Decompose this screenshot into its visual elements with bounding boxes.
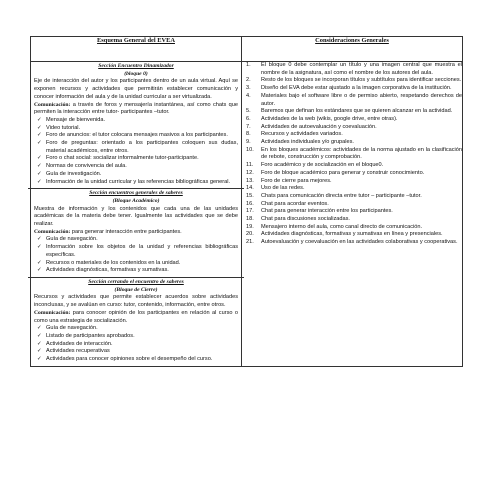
check-icon: ✓ [37, 155, 42, 162]
check-icon: ✓ [37, 236, 42, 243]
checklist-item [34, 171, 238, 179]
checklist-item-text: Foro de preguntas: orientado a los participantes coloquen sus dudas, material académicos, entre otros. [46, 140, 238, 154]
section-block [31, 189, 241, 277]
consideration-text: Mensajero interno del aula, como canal directo de comunicación. [261, 223, 423, 230]
consideration-item [242, 216, 462, 224]
consideration-text: Actividades de autoevaluación y coevaluación. [261, 123, 377, 130]
section-title: Sección Encuentro Dinamizador [98, 63, 174, 69]
check-icon: ✓ [37, 340, 42, 347]
consideration-number: 21. [246, 239, 254, 246]
consideration-text: Resto de los bloques se incorporan títulos y subtítulos para identificar secciones. [261, 77, 462, 84]
communication-label: Comunicación: [34, 228, 71, 235]
checklist-item [34, 179, 238, 187]
consideration-text: Actividades diagnósticas, formativas y sumativas en línea y presenciales. [261, 231, 443, 238]
section-block [31, 62, 241, 188]
consideration-item [242, 201, 462, 209]
consideration-item [242, 108, 462, 116]
left-column-header: Esquema General del EVEA [31, 37, 242, 62]
checklist-item [34, 260, 238, 268]
considerations-list [242, 62, 462, 247]
consideration-text: Chat para acordar eventos. [261, 200, 329, 207]
consideration-text: Recursos y actividades variados. [261, 131, 343, 138]
section-intro: Muestra de información y los contenidos que cada una de las unidades académicas de la materia debe tener. Igualmente las actividades que se debe realizar. [34, 205, 238, 228]
check-icon: ✓ [37, 132, 42, 139]
checklist-item-text: Información sobre los objetos de la unidad y referencias bibliográficas específicas. [46, 244, 238, 258]
communication-label: Comunicación: [34, 101, 71, 108]
checklist-item-text: Actividades de interacción. [46, 340, 113, 347]
checklist-item-text: Guía de investigación. [46, 170, 102, 177]
checklist-item-text: Guía de navegación. [46, 236, 98, 243]
consideration-number: 8. [246, 131, 251, 138]
check-icon: ✓ [37, 170, 42, 177]
section-title: Sección cerrando el encuentro de saberes [88, 278, 184, 285]
check-icon: ✓ [37, 332, 42, 339]
consideration-text: Chats para comunicación directa entre tutor – participante –tutor. [261, 192, 422, 199]
section-communication [34, 229, 238, 237]
consideration-item [242, 131, 462, 139]
section-block [31, 278, 241, 366]
section-subtitle: (Bloque de Cierre) [114, 286, 158, 293]
consideration-number: 1. [246, 62, 251, 68]
sections-container [31, 62, 241, 366]
check-icon: ✓ [37, 348, 42, 355]
checklist-item-text: Guía de navegación. [46, 325, 98, 332]
checklist-item-text: Foro o chat social: socializar informalmente tutor-participante. [46, 155, 199, 162]
consideration-item [242, 178, 462, 186]
consideration-text: Chat para discusiones socializadas. [261, 216, 350, 223]
checklist-item [34, 132, 238, 140]
checklist-item-text: Recursos o materiales de los contenidos en la unidad. [46, 259, 181, 266]
consideration-number: 19. [246, 223, 254, 230]
section-title: Sección encuentros generales de saberes [89, 190, 183, 197]
checklist-item [34, 163, 238, 171]
communication-text: a través de foros y mensajería instantánea, así como chats que permiten la interacción entre tutor- participantes –tutor. [34, 101, 238, 116]
checklist-item [34, 117, 238, 125]
consideration-text: Autoevaluación y coevaluación en las actividades colaborativas y cooperativas. [261, 239, 458, 246]
consideration-item [242, 239, 462, 247]
consideration-item [242, 162, 462, 170]
check-icon: ✓ [37, 267, 42, 274]
check-icon: ✓ [37, 163, 42, 170]
section-subtitle: (Bloque Académico) [112, 197, 160, 204]
consideration-item [242, 93, 462, 108]
consideration-item [242, 85, 462, 93]
checklist-item [34, 155, 238, 163]
consideration-number: 4. [246, 92, 251, 99]
check-icon: ✓ [37, 325, 42, 332]
consideration-item [242, 62, 462, 77]
consideration-item [242, 208, 462, 216]
checklist-item [34, 325, 238, 333]
checklist-item-text: Normas de convivencia del aula. [46, 163, 127, 170]
check-icon: ✓ [37, 178, 42, 185]
section-intro: Recursos y actividades que permite establecer acuerdos sobre actividades inconclusas, y se avalúan en curso: tutor, contenido, información, entre otros. [34, 294, 238, 309]
checklist-item [34, 356, 238, 364]
consideration-text: Chat para generar interacción entre los participantes. [261, 208, 393, 215]
checklist-item-text: Foro de anuncios: el tutor colocara mensajes masivos a los participantes. [46, 132, 228, 139]
section-intro: Eje de interacción del autor y los participantes dentro de un aula virtual. Aquí se exponen recursos y actividades que permitirán establecer comunicación y conocer información del aula y de la unidad curricular a ser virtualizada. [34, 78, 238, 100]
consideration-item [242, 116, 462, 124]
checklist-item [34, 140, 238, 155]
consideration-text: Diseño del EVA debe estar ajustado a la imagen corporativa de la institución. [261, 85, 452, 92]
consideration-text: Materiales bajo el software libre o de permiso abierto, respetando derechos de autor. [261, 92, 462, 107]
checklist-item [34, 244, 238, 259]
consideration-number: 17. [246, 208, 254, 215]
check-icon: ✓ [37, 259, 42, 266]
consideration-item [242, 231, 462, 239]
consideration-item [242, 193, 462, 201]
consideration-number: 3. [246, 85, 251, 92]
consideration-number: 10. [246, 146, 254, 153]
consideration-text: El bloque 0 debe contemplar un título y una imagen central que muestra el nombre de la asignatura, así como el nombre de los autores del aula. [261, 62, 462, 76]
consideration-number: 14. [246, 185, 254, 192]
checklist-item-text: Listado de participantes aprobados. [46, 332, 135, 339]
consideration-item [242, 185, 462, 193]
section-communication [34, 102, 238, 117]
consideration-item [242, 170, 462, 178]
consideration-text: Actividades de la web (wikis, google drive, entre otras). [261, 115, 398, 122]
consideration-text: Baremos que definan los estándares que se quieren alcanzar en la actividad. [261, 108, 453, 115]
right-column-cell [242, 62, 463, 367]
consideration-number: 18. [246, 216, 254, 223]
check-icon: ✓ [37, 244, 42, 251]
consideration-text: En los bloques académicos: actividades de la norma ajustado en la clasificación de rebote, construcción y comprobación. [261, 146, 462, 161]
checklist-item-text: Actividades diagnósticas, formativas y sumativas. [46, 267, 169, 274]
consideration-item [242, 147, 462, 162]
consideration-text: Foro de cierre para mejores. [261, 177, 332, 184]
checklist-item-text: Video tutorial. [46, 124, 81, 131]
consideration-item [242, 224, 462, 232]
consideration-item [242, 77, 462, 85]
document-page [30, 36, 462, 367]
checklist [34, 325, 238, 364]
consideration-number: 2. [246, 77, 251, 84]
checklist-item-text: Información de la unidad curricular y las referencias bibliográficas general. [46, 178, 231, 185]
consideration-number: 16. [246, 200, 254, 207]
evea-table [30, 36, 463, 367]
consideration-text: Actividades individuales y/o grupales. [261, 139, 354, 146]
consideration-text: Uso de las redes. [261, 185, 305, 192]
consideration-number: 9. [246, 139, 251, 146]
check-icon: ✓ [37, 116, 42, 123]
section-subtitle: (bloque 0) [124, 70, 148, 77]
consideration-number: 13. [246, 177, 254, 184]
checklist-item-text: Actividades recuperativas [46, 348, 110, 355]
right-column-header: Consideraciones Generales [242, 37, 463, 62]
consideration-number: 20. [246, 231, 254, 238]
consideration-number: 6. [246, 115, 251, 122]
left-column-cell [31, 62, 242, 367]
communication-text: para generar interacción entre participantes. [70, 228, 182, 235]
check-icon: ✓ [37, 140, 42, 147]
consideration-number: 7. [246, 123, 251, 130]
checklist-item [34, 333, 238, 341]
checklist-item-text: Mensaje de bienvenida. [46, 116, 106, 123]
consideration-item [242, 139, 462, 147]
checklist-item [34, 341, 238, 349]
checklist [34, 117, 238, 186]
checklist-item [34, 267, 238, 275]
consideration-text: Foro de bloque académico para generar y construir conocimiento. [261, 169, 425, 176]
check-icon: ✓ [37, 356, 42, 363]
consideration-number: 11. [246, 162, 254, 169]
consideration-item [242, 124, 462, 132]
communication-text: para conocer opinión de los participantes en relación al curso o como una estrategia de socialización. [34, 309, 238, 324]
checklist-item [34, 125, 238, 133]
checklist [34, 236, 238, 275]
communication-label: Comunicación: [34, 309, 71, 316]
consideration-number: 12. [246, 169, 254, 176]
checklist-item [34, 236, 238, 244]
checklist-item [34, 348, 238, 356]
consideration-number: 5. [246, 108, 251, 115]
section-communication [34, 310, 238, 325]
checklist-item-text: Actividades para conocer opiniones sobre el desempeño del curso. [46, 356, 213, 363]
consideration-number: 15. [246, 192, 254, 199]
consideration-text: Foro académico y de socialización en el bloque0. [261, 162, 384, 169]
check-icon: ✓ [37, 124, 42, 131]
